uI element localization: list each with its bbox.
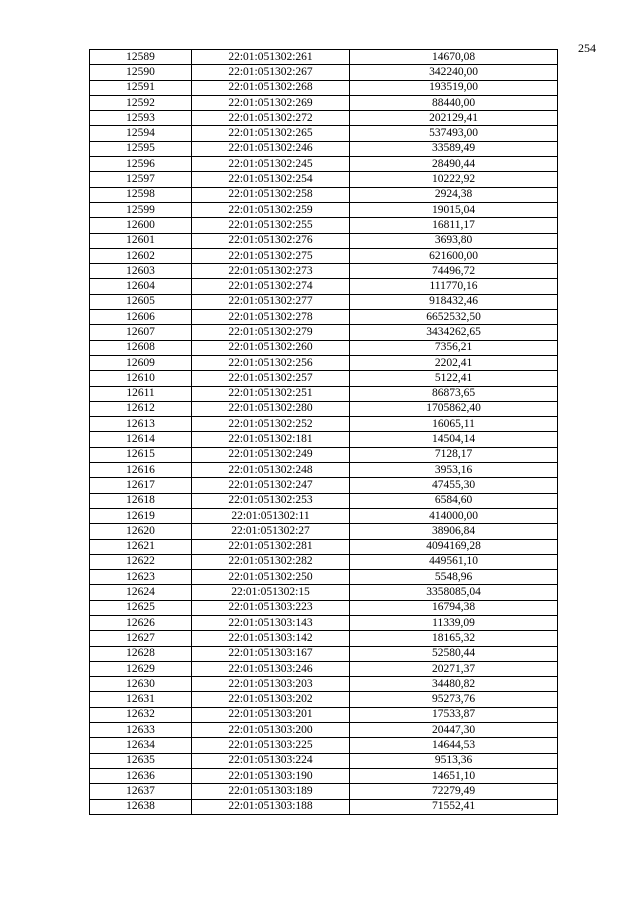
table-row — [90, 707, 558, 722]
cadastral-value-cell: 1705862,40 — [350, 401, 558, 416]
cadastral-number-cell: 22:01:051302:265 — [192, 126, 350, 141]
table-row — [90, 141, 558, 156]
table-row — [90, 677, 558, 692]
cadastral-value-cell: 342240,00 — [350, 65, 558, 80]
cadastral-value-cell: 47455,30 — [350, 478, 558, 493]
cadastral-number-cell: 22:01:051302:277 — [192, 294, 350, 309]
cadastral-number-cell: 22:01:051303:203 — [192, 677, 350, 692]
table-row — [90, 738, 558, 753]
row-number-cell: 12625 — [90, 600, 192, 615]
cadastral-number-cell: 22:01:051302:282 — [192, 554, 350, 569]
row-number-cell: 12608 — [90, 340, 192, 355]
row-number-cell: 12616 — [90, 463, 192, 478]
table-body — [90, 50, 558, 815]
cadastral-value-cell: 20447,30 — [350, 723, 558, 738]
cadastral-value-cell: 5122,41 — [350, 371, 558, 386]
cadastral-value-cell: 537493,00 — [350, 126, 558, 141]
cadastral-value-cell: 34480,82 — [350, 677, 558, 692]
table-row — [90, 218, 558, 233]
cadastral-number-cell: 22:01:051302:276 — [192, 233, 350, 248]
table-row — [90, 279, 558, 294]
row-number-cell: 12598 — [90, 187, 192, 202]
table-row — [90, 80, 558, 95]
row-number-cell: 12635 — [90, 753, 192, 768]
row-number-cell: 12634 — [90, 738, 192, 753]
cadastral-value-cell: 14651,10 — [350, 768, 558, 783]
row-number-cell: 12601 — [90, 233, 192, 248]
table-row — [90, 401, 558, 416]
cadastral-number-cell: 22:01:051303:224 — [192, 753, 350, 768]
cadastral-number-cell: 22:01:051302:269 — [192, 95, 350, 110]
cadastral-value-cell: 4094169,28 — [350, 539, 558, 554]
row-number-cell: 12611 — [90, 386, 192, 401]
table-row — [90, 233, 558, 248]
table-row — [90, 631, 558, 646]
row-number-cell: 12633 — [90, 723, 192, 738]
cadastral-value-cell: 414000,00 — [350, 508, 558, 523]
cadastral-number-cell: 22:01:051302:268 — [192, 80, 350, 95]
row-number-cell: 12618 — [90, 493, 192, 508]
table-row — [90, 95, 558, 110]
table-row — [90, 157, 558, 172]
cadastral-number-cell: 22:01:051302:261 — [192, 50, 350, 65]
row-number-cell: 12621 — [90, 539, 192, 554]
cadastral-number-cell: 22:01:051302:246 — [192, 141, 350, 156]
row-number-cell: 12600 — [90, 218, 192, 233]
table-row — [90, 768, 558, 783]
row-number-cell: 12606 — [90, 310, 192, 325]
row-number-cell: 12609 — [90, 355, 192, 370]
cadastral-value-cell: 10222,92 — [350, 172, 558, 187]
cadastral-number-cell: 22:01:051302:255 — [192, 218, 350, 233]
table-row — [90, 723, 558, 738]
row-number-cell: 12602 — [90, 248, 192, 263]
cadastral-number-cell: 22:01:051302:248 — [192, 463, 350, 478]
row-number-cell: 12592 — [90, 95, 192, 110]
row-number-cell: 12612 — [90, 401, 192, 416]
cadastral-number-cell: 22:01:051302:27 — [192, 524, 350, 539]
row-number-cell: 12619 — [90, 508, 192, 523]
cadastral-value-cell: 202129,41 — [350, 111, 558, 126]
cadastral-number-cell: 22:01:051303:202 — [192, 692, 350, 707]
cadastral-number-cell: 22:01:051302:267 — [192, 65, 350, 80]
table-row — [90, 417, 558, 432]
cadastral-value-cell: 6584,60 — [350, 493, 558, 508]
table-row — [90, 187, 558, 202]
row-number-cell: 12629 — [90, 661, 192, 676]
table-row — [90, 615, 558, 630]
cadastral-number-cell: 22:01:051302:259 — [192, 202, 350, 217]
table-row — [90, 111, 558, 126]
cadastral-value-cell: 16794,38 — [350, 600, 558, 615]
cadastral-value-cell: 6652532,50 — [350, 310, 558, 325]
page-number: 254 — [578, 41, 596, 55]
row-number-cell: 12628 — [90, 646, 192, 661]
cadastral-value-cell: 7128,17 — [350, 447, 558, 462]
cadastral-number-cell: 22:01:051303:188 — [192, 799, 350, 814]
cadastral-value-cell: 72279,49 — [350, 784, 558, 799]
cadastral-value-cell: 17533,87 — [350, 707, 558, 722]
table-row — [90, 310, 558, 325]
cadastral-number-cell: 22:01:051303:201 — [192, 707, 350, 722]
table-row — [90, 585, 558, 600]
cadastral-value-cell: 7356,21 — [350, 340, 558, 355]
cadastral-number-cell: 22:01:051303:143 — [192, 615, 350, 630]
table-row — [90, 799, 558, 814]
cadastral-value-cell: 19015,04 — [350, 202, 558, 217]
cadastral-number-cell: 22:01:051302:247 — [192, 478, 350, 493]
table-row — [90, 646, 558, 661]
cadastral-number-cell: 22:01:051302:254 — [192, 172, 350, 187]
cadastral-value-cell: 193519,00 — [350, 80, 558, 95]
table-row — [90, 50, 558, 65]
cadastral-number-cell: 22:01:051302:181 — [192, 432, 350, 447]
cadastral-number-cell: 22:01:051303:190 — [192, 768, 350, 783]
cadastral-value-cell: 14504,14 — [350, 432, 558, 447]
cadastral-value-cell: 449561,10 — [350, 554, 558, 569]
cadastral-value-cell: 3434262,65 — [350, 325, 558, 340]
cadastral-value-cell: 621600,00 — [350, 248, 558, 263]
table-row — [90, 661, 558, 676]
cadastral-value-cell: 3953,16 — [350, 463, 558, 478]
table-row — [90, 202, 558, 217]
cadastral-value-cell: 3358085,04 — [350, 585, 558, 600]
table-row — [90, 570, 558, 585]
cadastral-number-cell: 22:01:051302:253 — [192, 493, 350, 508]
cadastral-value-cell: 11339,09 — [350, 615, 558, 630]
row-number-cell: 12603 — [90, 264, 192, 279]
table-row — [90, 753, 558, 768]
row-number-cell: 12637 — [90, 784, 192, 799]
cadastral-value-cell: 88440,00 — [350, 95, 558, 110]
cadastral-number-cell: 22:01:051302:281 — [192, 539, 350, 554]
table-row — [90, 447, 558, 462]
row-number-cell: 12626 — [90, 615, 192, 630]
table-row — [90, 340, 558, 355]
cadastral-number-cell: 22:01:051302:272 — [192, 111, 350, 126]
row-number-cell: 12594 — [90, 126, 192, 141]
table-row — [90, 554, 558, 569]
cadastral-value-cell: 2202,41 — [350, 355, 558, 370]
row-number-cell: 12638 — [90, 799, 192, 814]
cadastral-number-cell: 22:01:051302:245 — [192, 157, 350, 172]
cadastral-number-cell: 22:01:051302:258 — [192, 187, 350, 202]
row-number-cell: 12623 — [90, 570, 192, 585]
row-number-cell: 12590 — [90, 65, 192, 80]
cadastral-value-cell: 14670,08 — [350, 50, 558, 65]
cadastral-number-cell: 22:01:051302:274 — [192, 279, 350, 294]
row-number-cell: 12589 — [90, 50, 192, 65]
row-number-cell: 12591 — [90, 80, 192, 95]
table-row — [90, 65, 558, 80]
row-number-cell: 12614 — [90, 432, 192, 447]
cadastral-value-cell: 3693,80 — [350, 233, 558, 248]
cadastral-value-cell: 52580,44 — [350, 646, 558, 661]
cadastral-number-cell: 22:01:051302:251 — [192, 386, 350, 401]
cadastral-value-cell: 95273,76 — [350, 692, 558, 707]
cadastral-number-cell: 22:01:051302:249 — [192, 447, 350, 462]
cadastral-value-cell: 9513,36 — [350, 753, 558, 768]
row-number-cell: 12599 — [90, 202, 192, 217]
row-number-cell: 12604 — [90, 279, 192, 294]
row-number-cell: 12610 — [90, 371, 192, 386]
cadastral-number-cell: 22:01:051302:256 — [192, 355, 350, 370]
row-number-cell: 12624 — [90, 585, 192, 600]
cadastral-number-cell: 22:01:051303:225 — [192, 738, 350, 753]
row-number-cell: 12630 — [90, 677, 192, 692]
table-row — [90, 600, 558, 615]
table-row — [90, 386, 558, 401]
cadastral-value-cell: 918432,46 — [350, 294, 558, 309]
table-row — [90, 478, 558, 493]
row-number-cell: 12631 — [90, 692, 192, 707]
cadastral-number-cell: 22:01:051302:275 — [192, 248, 350, 263]
cadastral-number-cell: 22:01:051302:273 — [192, 264, 350, 279]
cadastral-value-cell: 18165,32 — [350, 631, 558, 646]
cadastral-value-cell: 2924,38 — [350, 187, 558, 202]
cadastral-number-cell: 22:01:051302:260 — [192, 340, 350, 355]
table-row — [90, 355, 558, 370]
cadastral-number-cell: 22:01:051302:250 — [192, 570, 350, 585]
table-row — [90, 248, 558, 263]
cadastral-number-cell: 22:01:051303:142 — [192, 631, 350, 646]
row-number-cell: 12620 — [90, 524, 192, 539]
row-number-cell: 12627 — [90, 631, 192, 646]
cadastral-number-cell: 22:01:051302:15 — [192, 585, 350, 600]
cadastral-value-cell: 5548,96 — [350, 570, 558, 585]
cadastral-value-cell: 16811,17 — [350, 218, 558, 233]
row-number-cell: 12605 — [90, 294, 192, 309]
row-number-cell: 12632 — [90, 707, 192, 722]
cadastral-number-cell: 22:01:051303:223 — [192, 600, 350, 615]
cadastral-number-cell: 22:01:051303:167 — [192, 646, 350, 661]
row-number-cell: 12593 — [90, 111, 192, 126]
cadastral-number-cell: 22:01:051303:246 — [192, 661, 350, 676]
row-number-cell: 12595 — [90, 141, 192, 156]
table-row — [90, 294, 558, 309]
row-number-cell: 12615 — [90, 447, 192, 462]
cadastral-number-cell: 22:01:051302:257 — [192, 371, 350, 386]
cadastral-number-cell: 22:01:051302:278 — [192, 310, 350, 325]
table-row — [90, 371, 558, 386]
table-row — [90, 325, 558, 340]
row-number-cell: 12613 — [90, 417, 192, 432]
table-row — [90, 692, 558, 707]
cadastral-value-cell: 71552,41 — [350, 799, 558, 814]
cadastral-number-cell: 22:01:051302:11 — [192, 508, 350, 523]
cadastral-number-cell: 22:01:051303:200 — [192, 723, 350, 738]
table-row — [90, 264, 558, 279]
table-row — [90, 508, 558, 523]
cadastral-value-cell: 38906,84 — [350, 524, 558, 539]
cadastral-value-cell: 20271,37 — [350, 661, 558, 676]
table-row — [90, 432, 558, 447]
cadastral-value-cell: 111770,16 — [350, 279, 558, 294]
cadastral-value-cell: 16065,11 — [350, 417, 558, 432]
cadastral-number-cell: 22:01:051302:252 — [192, 417, 350, 432]
row-number-cell: 12617 — [90, 478, 192, 493]
table-row — [90, 493, 558, 508]
cadastral-value-cell: 28490,44 — [350, 157, 558, 172]
cadastral-value-cell: 74496,72 — [350, 264, 558, 279]
table-row — [90, 463, 558, 478]
cadastral-number-cell: 22:01:051303:189 — [192, 784, 350, 799]
row-number-cell: 12607 — [90, 325, 192, 340]
row-number-cell: 12636 — [90, 768, 192, 783]
table-row — [90, 172, 558, 187]
row-number-cell: 12596 — [90, 157, 192, 172]
table-row — [90, 784, 558, 799]
cadastral-value-table — [89, 49, 558, 815]
table-row — [90, 126, 558, 141]
row-number-cell: 12597 — [90, 172, 192, 187]
cadastral-number-cell: 22:01:051302:279 — [192, 325, 350, 340]
row-number-cell: 12622 — [90, 554, 192, 569]
cadastral-number-cell: 22:01:051302:280 — [192, 401, 350, 416]
cadastral-value-cell: 86873,65 — [350, 386, 558, 401]
table-row — [90, 524, 558, 539]
table-row — [90, 539, 558, 554]
cadastral-value-cell: 14644,53 — [350, 738, 558, 753]
cadastral-value-cell: 33589,49 — [350, 141, 558, 156]
